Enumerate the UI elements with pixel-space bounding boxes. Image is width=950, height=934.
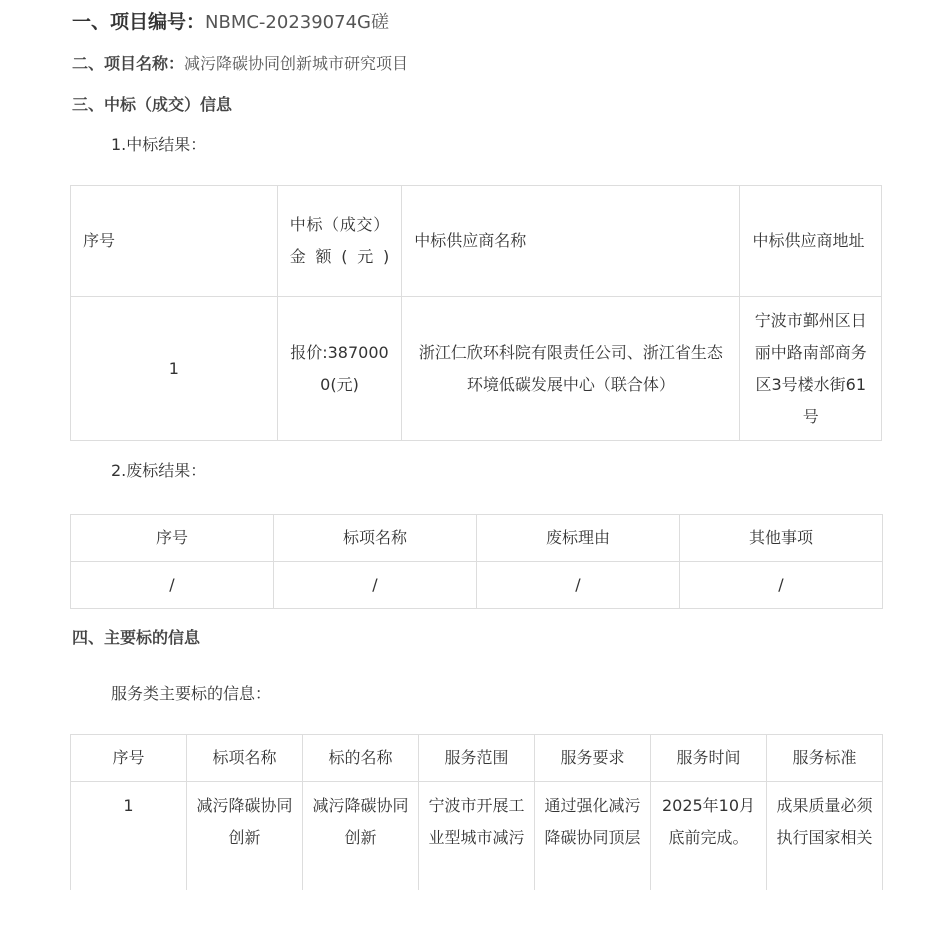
cell-supplier-name: 浙江仁欣环科院有限责任公司、浙江省生态环境低碳发展中心（联合体） — [402, 297, 740, 441]
header-lot-name: 标项名称 — [274, 515, 477, 562]
project-number-label: 一、项目编号： — [72, 11, 206, 33]
main-subject-heading — [72, 626, 200, 650]
header-subject-name: 标的名称 — [303, 735, 419, 782]
table-header-row — [71, 186, 882, 297]
award-result-table — [70, 185, 882, 441]
award-info-label: 三、中标（成交）信息 — [72, 95, 233, 114]
invalid-result-heading: 2.废标结果： — [111, 461, 207, 480]
header-index: 序号 — [71, 186, 278, 297]
header-index: 序号 — [71, 735, 187, 782]
cell-service-time: 2025年10月底前完成。 — [651, 782, 767, 891]
project-name-value: 减污降碳协同创新城市研究项目 — [184, 54, 409, 73]
award-info-heading — [72, 93, 232, 117]
cell-lot-name: 减污降碳协同创新 — [187, 782, 303, 891]
table-header-row — [71, 735, 883, 782]
cell-index: 1 — [71, 782, 187, 891]
award-result-heading: 1.中标结果： — [111, 135, 207, 154]
cell-invalid-reason: / — [477, 562, 680, 609]
header-amount: 中标（成交）金额(元) — [277, 186, 401, 297]
header-lot-name: 标项名称 — [187, 735, 303, 782]
project-number-value: NBMC-20239074G磋 — [205, 12, 389, 33]
header-service-standard: 服务标准 — [767, 735, 883, 782]
project-number-line — [72, 8, 389, 37]
table-row — [71, 562, 883, 609]
cell-index: / — [71, 562, 274, 609]
header-supplier-name: 中标供应商名称 — [402, 186, 740, 297]
header-service-requirement: 服务要求 — [535, 735, 651, 782]
main-subject-label: 四、主要标的信息 — [72, 628, 201, 647]
invalid-result-table — [70, 514, 883, 609]
cell-index: 1 — [71, 297, 278, 441]
cell-supplier-address: 宁波市鄞州区日丽中路南部商务区3号楼水街61号 — [740, 297, 882, 441]
project-name-label: 二、项目名称： — [72, 54, 185, 73]
header-service-scope: 服务范围 — [419, 735, 535, 782]
table-row — [71, 782, 883, 891]
cell-other-matters: / — [680, 562, 883, 609]
cell-service-standard: 成果质量必须执行国家相关 — [767, 782, 883, 891]
service-subject-table — [70, 734, 883, 890]
cell-service-scope: 宁波市开展工业型城市减污 — [419, 782, 535, 891]
table-row — [71, 297, 882, 441]
header-index: 序号 — [71, 515, 274, 562]
header-supplier-address: 中标供应商地址 — [740, 186, 882, 297]
cell-lot-name: / — [274, 562, 477, 609]
cell-subject-name: 减污降碳协同创新 — [303, 782, 419, 891]
service-subject-heading: 服务类主要标的信息： — [111, 684, 272, 703]
project-name-line — [72, 52, 408, 76]
header-invalid-reason: 废标理由 — [477, 515, 680, 562]
table-header-row — [71, 515, 883, 562]
header-other-matters: 其他事项 — [680, 515, 883, 562]
header-service-time: 服务时间 — [651, 735, 767, 782]
cell-amount: 报价:3870000(元) — [277, 297, 401, 441]
cell-service-requirement: 通过强化减污降碳协同顶层 — [535, 782, 651, 891]
